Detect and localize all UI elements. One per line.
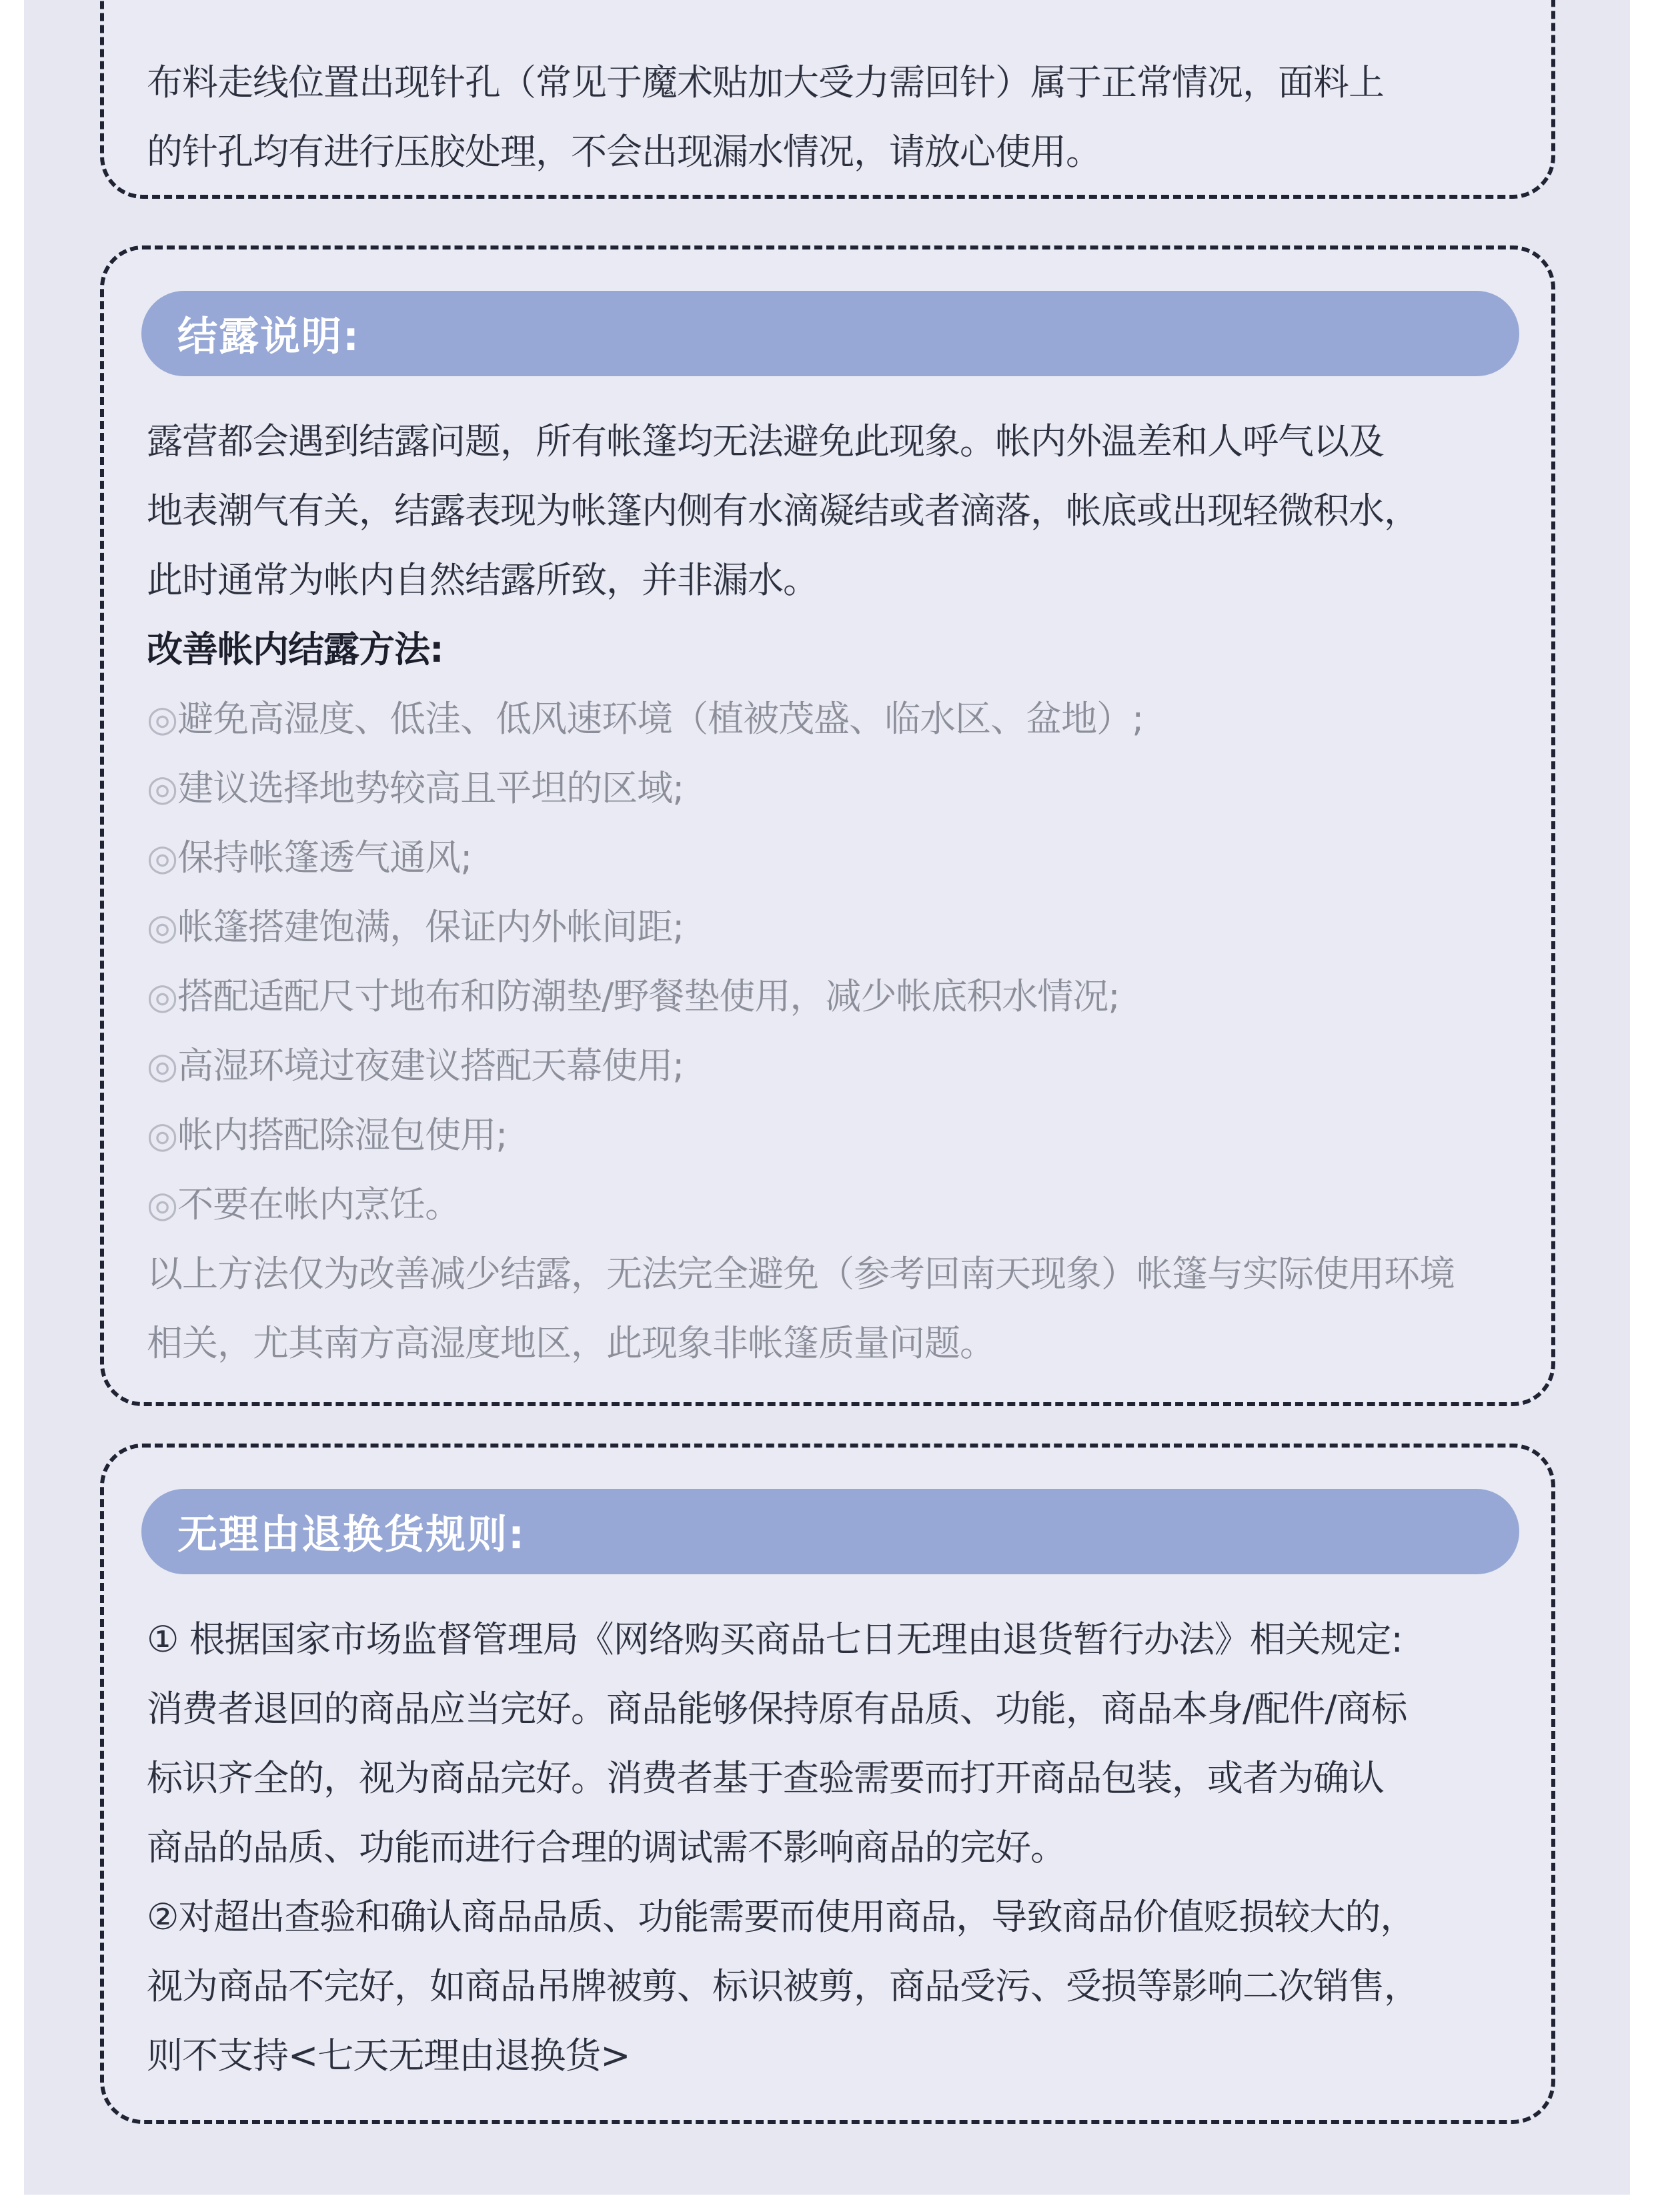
method-item (147, 1170, 1534, 1239)
returns-line-4: 商品的品质、功能而进行合理的调试需不影响商品的完好。 (147, 1826, 1066, 1868)
bullet-icon: ◎ (147, 906, 178, 948)
method-text: 帐篷搭建饱满，保证内外帐间距; (177, 906, 684, 948)
method-item (147, 1101, 1534, 1170)
bullet-icon: ◎ (147, 767, 178, 809)
bullet-icon: ◎ (147, 837, 178, 879)
bullet-icon: ◎ (147, 975, 178, 1017)
bullet-icon: ◎ (147, 698, 178, 740)
condensation-intro-line-2: 地表潮气有关，结露表现为帐篷内侧有水滴凝结或者滴落，帐底或出现轻微积水， (147, 490, 1419, 532)
condensation-body (147, 407, 1534, 1378)
returns-line-1: ① 根据国家市场监督管理局《网络购买商品七日无理由退货暂行办法》相关规定: (147, 1618, 1403, 1660)
method-item (147, 893, 1534, 962)
method-text: 帐内搭配除湿包使用; (177, 1114, 508, 1156)
method-item (147, 823, 1534, 893)
condensation-intro-line-3: 此时通常为帐内自然结露所致，并非漏水。 (147, 559, 818, 601)
methods-title: 改善帐内结露方法: (147, 628, 444, 670)
condensation-note-line-2: 相关，尤其南方高湿度地区，此现象非帐篷质量问题。 (147, 1322, 995, 1364)
returns-heading-pill (141, 1489, 1519, 1574)
method-text: 避免高湿度、低洼、低风速环境（植被茂盛、临水区、盆地）; (177, 698, 1144, 740)
returns-line-2: 消费者退回的商品应当完好。商品能够保持原有品质、功能，商品本身/配件/商标 (147, 1688, 1407, 1730)
returns-line-5: ②对超出查验和确认商品品质、功能需要而使用商品，导致商品价值贬损较大的， (147, 1896, 1416, 1938)
method-text: 搭配适配尺寸地布和防潮垫/野餐垫使用，减少帐底积水情况; (177, 975, 1120, 1017)
method-text: 建议选择地势较高且平坦的区域; (177, 767, 684, 809)
condensation-heading: 结露说明: (177, 314, 360, 360)
returns-line-7: 则不支持<七天无理由退换货> (147, 2035, 630, 2077)
method-item (147, 1031, 1534, 1101)
method-item (147, 962, 1534, 1031)
returns-body (147, 1605, 1534, 2091)
bullet-icon: ◎ (147, 1114, 178, 1156)
stitching-note-line-1: 布料走线位置出现针孔（常见于魔术贴加大受力需回针）属于正常情况，面料上 (147, 61, 1384, 103)
method-item (147, 684, 1534, 754)
stitching-note-line-2: 的针孔均有进行压胶处理，不会出现漏水情况，请放心使用。 (147, 131, 1101, 173)
stitching-note-text (147, 48, 1534, 187)
stitching-note-card (100, 0, 1555, 199)
condensation-heading-pill (141, 291, 1519, 376)
returns-line-6: 视为商品不完好，如商品吊牌被剪、标识被剪，商品受污、受损等影响二次销售， (147, 1965, 1419, 2007)
method-text: 保持帐篷透气通风; (177, 837, 472, 879)
condensation-intro-line-1: 露营都会遇到结露问题，所有帐篷均无法避免此现象。帐内外温差和人呼气以及 (147, 420, 1384, 462)
condensation-note-line-1: 以上方法仅为改善减少结露，无法完全避免（参考回南天现象）帐篷与实际使用环境 (147, 1253, 1455, 1295)
method-item (147, 754, 1534, 823)
returns-line-3: 标识齐全的，视为商品完好。消费者基于查验需要而打开商品包装，或者为确认 (147, 1757, 1384, 1799)
condensation-card (100, 245, 1555, 1406)
bullet-icon: ◎ (147, 1183, 178, 1225)
bullet-icon: ◎ (147, 1045, 178, 1087)
returns-heading: 无理由退换货规则: (177, 1512, 526, 1558)
returns-policy-card (100, 1444, 1555, 2124)
method-text: 不要在帐内烹饪。 (177, 1183, 461, 1225)
method-text: 高湿环境过夜建议搭配天幕使用; (177, 1045, 684, 1087)
